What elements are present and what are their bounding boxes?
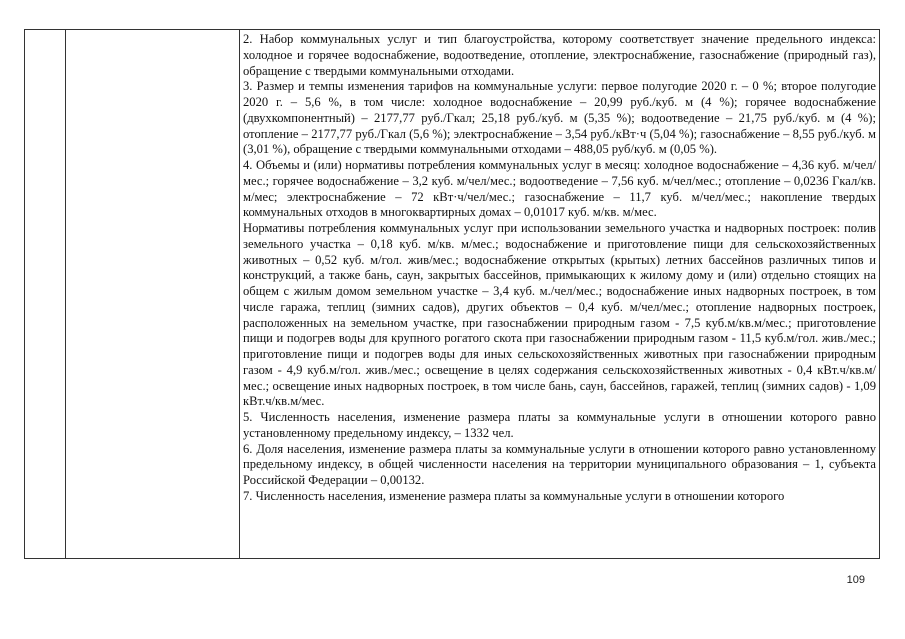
table-cell-name <box>66 30 240 559</box>
page-number: 109 <box>846 574 865 586</box>
table-cell-number <box>25 30 66 559</box>
paragraph-item-2: 2. Набор коммунальных услуг и тип благоустройства, которому соответствует значение предельного индекса: холодное и горячее водоснабжение, водоотведение, отопление, электроснабжение, газоснабжение (природный газ), обращение с твердыми коммунальными отходами. <box>243 32 876 78</box>
table-cell-content <box>240 30 880 559</box>
paragraph-norms: Нормативы потребления коммунальных услуг при использовании земельного участка и надворных построек: полив земельного участка – 0,18 куб. м/кв. м/мес.; водоснабжение и приготовление пищи для сельскохозяйственных животных – 0,52 куб. м/гол. жив/мес.; водоснабжение открытых (крытых) летних бассейнов различных типов и конструкций, а также бань, саун, закрытых бассейнов, примыкающих к жилому дому и (или) отдельно стоящих на общем с жилым домом земельном участке – 3,4 куб. м./чел/мес.; водоснабжение иных надворных построек, в том числе гаража, теплиц (зимних садов), других объектов – 0,4 куб. м/чел/мес.; отопление надворных построек, расположенных на земельном участке, при газоснабжении природным газом - 7,5 куб.м/кв.м/мес.; приготовление пищи и подогрев воды для крупного рогатого скота при газоснабжении природным газом - 11,5 куб.м/гол. жив./мес.; приготовление пищи и подогрев воды для иных сельскохозяйственных животных при газоснабжении природным газом - 4,9 куб.м/гол. жив./мес.; освещение в целях содержания сельскохозяйственных животных - 0,4 кВт.ч/кв.м/мес.; освещение иных надворных построек, в том числе бань, саун, бассейнов, гаражей, теплиц (зимних садов) - 1,09 кВт.ч/кв.м/мес. <box>243 221 876 409</box>
paragraph-item-4: 4. Объемы и (или) нормативы потребления коммунальных услуг в месяц: холодное водоснабжение – 4,36 куб. м/чел/мес.; горячее водоснабжение – 3,2 куб. м/чел/мес.; водоотведение – 7,56 куб. м/чел/мес.; отопление – 0,0236 Гкал/кв. м/мес; электроснабжение – 72 кВт·ч/чел/мес.; газоснабжение – 11,7 куб. м/чел/мес.; накопление твердых коммунальных отходов в многоквартирных домах – 0,01017 куб. м/кв. м/мес. <box>243 158 876 220</box>
paragraph-item-7: 7. Численность населения, изменение размера платы за коммунальные услуги в отношении которого <box>243 488 785 503</box>
table-row <box>25 30 880 559</box>
document-table <box>24 29 880 559</box>
paragraph-item-3: 3. Размер и темпы изменения тарифов на коммунальные услуги: первое полугодие 2020 г. – 0 %; второе полугодие 2020 г. – 5,6 %, в том числе: холодное водоснабжение – 20,99 руб./куб. м (4 %); горячее водоснабжение (двухкомпонентный) – 2177,77 руб./Гкал; 25,18 руб./куб. м (5,35 %); водоотведение – 21,75 руб./куб. м (4 %); отопление – 2177,77 руб./Гкал (5,6 %); электроснабжение – 3,54 руб./кВт·ч (5,04 %); газоснабжение – 8,55 руб./куб. м (3,01 %), обращение с твердыми коммунальными отходами – 488,05 руб/куб. м (0,05 %). <box>243 79 876 157</box>
paragraph-item-5: 5. Численность населения, изменение размера платы за коммунальные услуги в отношении которого равно установленному предельному индексу, – 1332 чел. <box>243 410 876 440</box>
paragraph-item-6: 6. Доля населения, изменение размера платы за коммунальные услуги в отношении которого равно установленному предельному индексу, в общей численности населения на территории муниципального образования – 1, субъекта Российской Федерации – 0,00132. <box>243 441 876 487</box>
